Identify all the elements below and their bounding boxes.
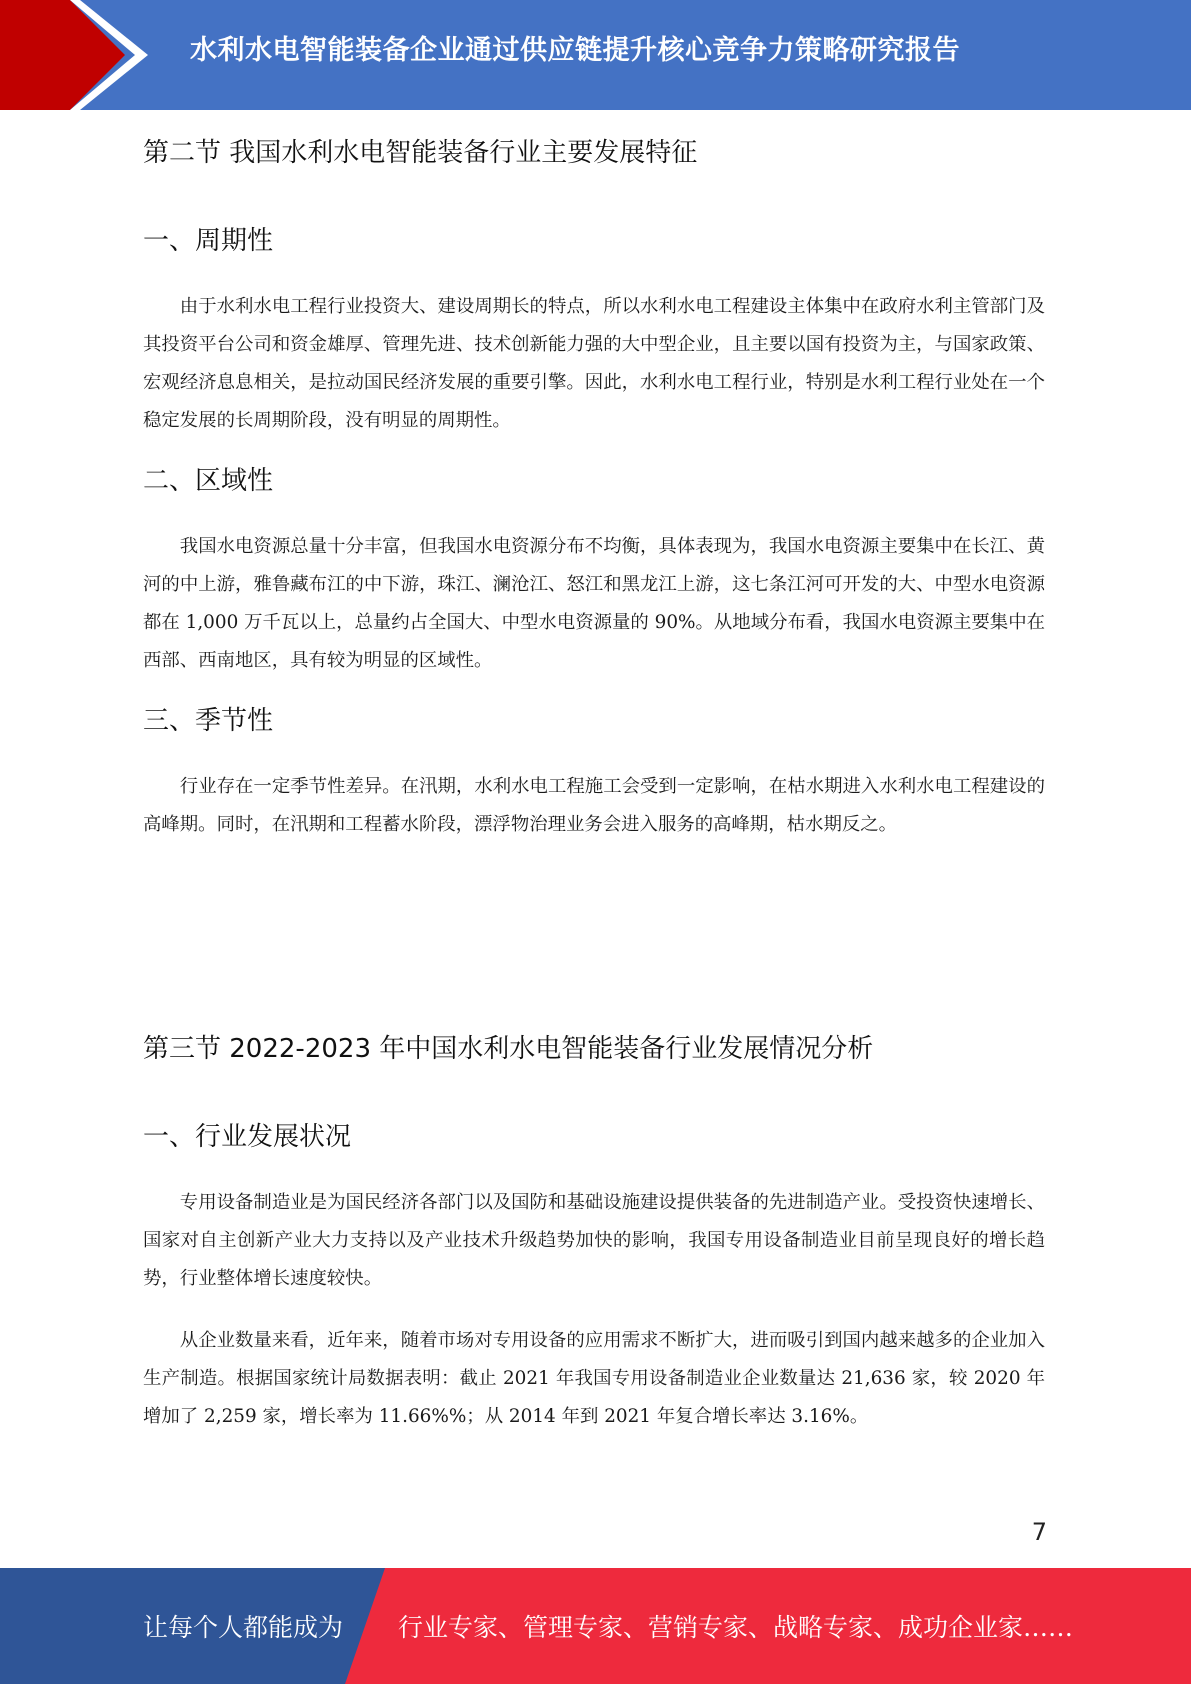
section3-sub1-title: 一、行业发展状况: [143, 1122, 352, 1152]
report-title: 水利水电智能装备企业通过供应链提升核心竞争力策略研究报告: [190, 35, 960, 66]
section2-sub2-title: 二、区域性: [143, 466, 274, 496]
footer-banner: [0, 1568, 1191, 1684]
header-arrow-decoration: [0, 0, 150, 110]
footer-slogan-right: 行业专家、管理专家、营销专家、战略专家、成功企业家……: [398, 1613, 1074, 1642]
section2-sub1-paragraph: 由于水利水电工程行业投资大、建设周期长的特点，所以水利水电工程建设主体集中在政府水利主管部门及其投资平台公司和资金雄厚、管理先进、技术创新能力强的大中型企业，且主要以国有投资为主，与国家政策、宏观经济息息相关，是拉动国民经济发展的重要引擎。因此，水利水电工程行业，特别是水利工程行业处在一个稳定发展的长周期阶段，没有明显的周期性。: [143, 296, 1045, 431]
section2-title: 第二节 我国水利水电智能装备行业主要发展特征: [143, 138, 698, 168]
page-number: 7: [1031, 1518, 1047, 1546]
header-banner: [0, 0, 1191, 110]
section3-title: 第三节 2022-2023 年中国水利水电智能装备行业发展情况分析: [143, 1034, 874, 1064]
section2-sub2-paragraph: 我国水电资源总量十分丰富，但我国水电资源分布不均衡，具体表现为，我国水电资源主要集中在长江、黄河的中上游，雅鲁藏布江的中下游，珠江、澜沧江、怒江和黑龙江上游，这七条江河可开发的大、中型水电资源都在 1,000 万千瓦以上，总量约占全国大、中型水电资源量的 90%。从地域分布看，我国水电资源主要集中在西部、西南地区，具有较为明显的区域性。: [143, 536, 1045, 671]
section2-sub3-title: 三、季节性: [143, 706, 274, 736]
section3-sub1-paragraph-2: 从企业数量来看，近年来，随着市场对专用设备的应用需求不断扩大，进而吸引到国内越来越多的企业加入生产制造。根据国家统计局数据表明：截止 2021 年我国专用设备制造业企业数量达 21,636 家，较 2020 年增加了 2,259 家，增长率为 11.66%%；从 2014 年到 2021 年复合增长率达 3.16%。: [143, 1330, 1045, 1427]
section2-sub3-paragraph: 行业存在一定季节性差异。在汛期，水利水电工程施工会受到一定影响，在枯水期进入水利水电工程建设的高峰期。同时，在汛期和工程蓄水阶段，漂浮物治理业务会进入服务的高峰期，枯水期反之。: [143, 776, 1045, 835]
section3-sub1-paragraph-1: 专用设备制造业是为国民经济各部门以及国防和基础设施建设提供装备的先进制造产业。受投资快速增长、国家对自主创新产业大力支持以及产业技术升级趋势加快的影响，我国专用设备制造业目前呈现良好的增长趋势，行业整体增长速度较快。: [143, 1192, 1045, 1289]
footer-slogan-left: 让每个人都能成为: [143, 1613, 344, 1642]
section2-sub1-title: 一、周期性: [143, 226, 274, 256]
